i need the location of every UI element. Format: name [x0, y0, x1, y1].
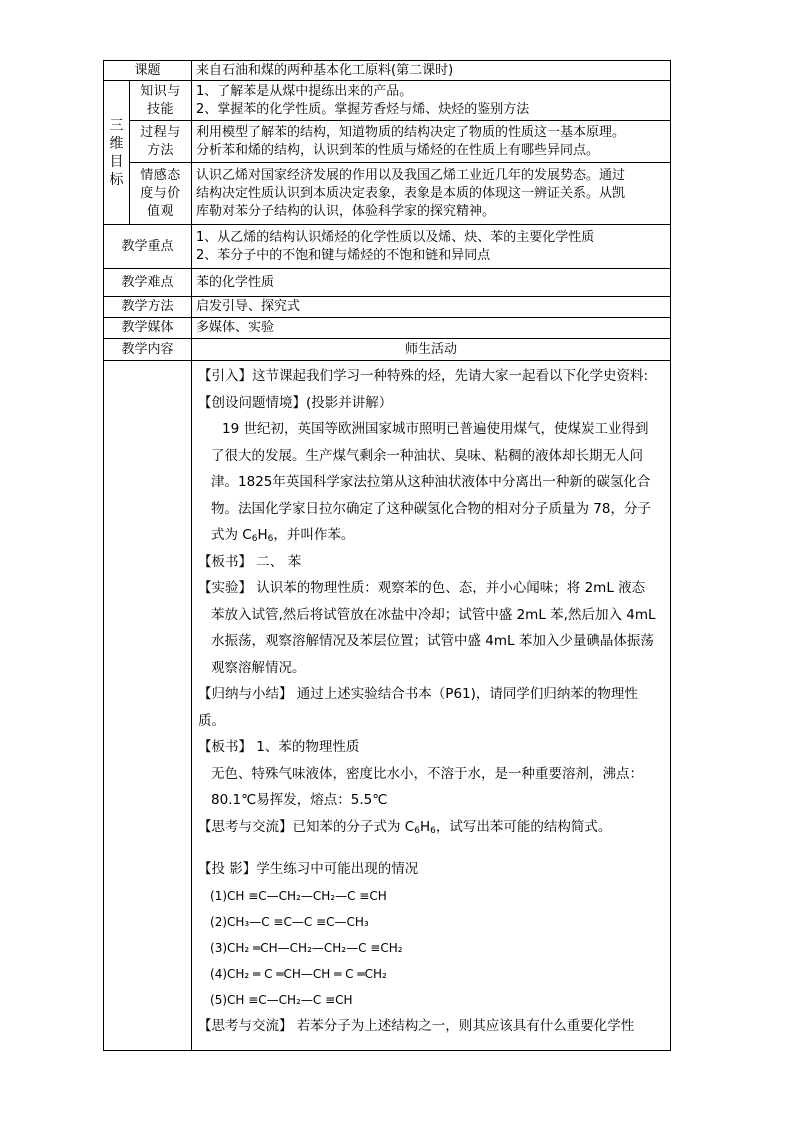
structure-formula: (1)CH ≡C—CH₂—CH₂—C ≡CH	[210, 888, 387, 903]
history-line: 式为 $C_6H_6$，并叫作苯。	[211, 527, 355, 544]
difficulty-label: 教学难点	[104, 269, 192, 297]
topic-label: 课题	[104, 61, 192, 81]
objective-text-knowledge: 1、了解苯是从煤中提练出来的产品。 2、掌握苯的化学性质。掌握芳香烃与烯、炔烃的鉴别方法	[192, 81, 671, 121]
think-exchange-line: 【思考与交流】 若苯分子为上述结构之一，则其应该具有什么重要化学性	[198, 1017, 635, 1034]
projection-heading: 【投 影】学生练习中可能出现的情况	[198, 861, 419, 877]
board-note-physical: 【板书】 1、苯的物理性质	[198, 739, 360, 755]
experiment-line: 水振荡，观察溶解情况及苯层位置；试管中盛 4mL 苯加入少量碘晶体振荡	[211, 633, 654, 649]
teaching-activity-cell	[192, 361, 671, 1051]
difficulty-row	[104, 269, 671, 297]
lesson-plan-table	[103, 60, 671, 1051]
objective-text-emotion: 认识乙烯对国家经济发展的作用以及我国乙烯工业近几年的发展势态。通过 结构决定性质认识到本质决定表象，表象是本质的体现这一辨证关系。从凯 库勒对苯分子结构的认识，体验科学家的探究精神。	[192, 163, 671, 225]
structure-formula: (4)CH₂ ═ C ═CH—CH ═ C ═CH₂	[210, 966, 387, 981]
difficulty-text: 苯的化学性质	[192, 269, 671, 297]
objective-text-process: 利用模型了解苯的结构，知道物质的结构决定了物质的性质这一基本原理。 分析苯和烯的结构，认识到苯的性质与烯烃的在性质上有哪些异同点。	[192, 121, 671, 163]
content-header-text: 师生活动	[192, 339, 671, 361]
summary-line: 质。	[198, 712, 226, 729]
topic-row	[104, 61, 671, 81]
three-dimension-goal-label: 三 维 目 标	[104, 81, 130, 225]
experiment-line: 观察溶解情况。	[211, 659, 306, 676]
teaching-content-row	[104, 361, 671, 1051]
objective-row-emotion	[104, 163, 671, 225]
experiment-line: 苯放入试管,然后将试管放在冰盐中冷却；试管中盛 2mL 苯,然后加入 4mL	[211, 606, 656, 623]
objective-row-process	[104, 121, 671, 163]
structure-formula: (3)CH₂ ═CH—CH₂—CH₂—C ≡CH₂	[210, 940, 403, 955]
objective-label-knowledge: 知识与 技能	[130, 81, 192, 121]
board-note-benzene: 【板书】 二、 苯	[198, 553, 302, 570]
summary-line: 【归纳与小结】 通过上述实验结合书本（P61)，请同学们归纳苯的物理性	[198, 686, 638, 702]
history-line: 津。1825年英国科学家法拉第从这种油状液体中分离出一种新的碳氢化合	[211, 474, 651, 490]
think-exchange-line: 【思考与交流】已知苯的分子式为 $C_6H_6$，试写出苯可能的结构简式。	[198, 818, 612, 836]
physical-properties-line: 80.1℃易挥发，熔点：5.5℃	[211, 792, 388, 808]
key-points-text: 1、从乙烯的结构认识烯烃的化学性质以及烯、炔、苯的主要化学性质 2、苯分子中的不饱和键与烯烃的不饱和链和异同点	[192, 225, 671, 269]
history-line: 19 世纪初，英国等欧洲国家城市照明已普遍使用煤气，使煤炭工业得到	[222, 421, 649, 437]
objective-label-process: 过程与 方法	[130, 121, 192, 163]
history-line: 物。法国化学家日拉尔确定了这种碳氢化合物的相对分子质量为 78，分子	[211, 500, 651, 517]
key-points-row	[104, 225, 671, 269]
structure-formula: (2)CH₃—C ≡C—C ≡C—CH₃	[210, 914, 369, 929]
topic-title: 来自石油和煤的两种基本化工原料(第二课时)	[192, 61, 671, 81]
experiment-line: 【实验】 认识苯的物理性质：观察苯的色、态，并小心闻味；将 2mL 液态	[198, 580, 646, 596]
scenario-heading: 【创设问题情境】(投影并讲解）	[198, 394, 393, 411]
physical-properties-line: 无色、特殊气味液体，密度比水小，不溶于水，是一种重要溶剂，沸点：	[211, 765, 644, 782]
spacer	[198, 840, 666, 856]
media-label: 教学媒体	[104, 318, 192, 339]
teaching-content-left-blank	[104, 361, 192, 1051]
history-line: 了很大的发展。生产煤气剩余一种油状、臭味、粘稠的液体却长期无人问	[211, 447, 644, 464]
intro-text: 【引入】这节课起我们学习一种特殊的烃，先请大家一起看以下化学史资料:	[198, 368, 649, 384]
content-header-row	[104, 339, 671, 361]
method-label: 教学方法	[104, 297, 192, 318]
media-row	[104, 318, 671, 339]
method-text: 启发引导、探究式	[192, 297, 671, 318]
method-row	[104, 297, 671, 318]
media-text: 多媒体、实验	[192, 318, 671, 339]
content-header-label: 教学内容	[104, 339, 192, 361]
key-points-label: 教学重点	[104, 225, 192, 269]
objective-label-emotion: 情感态 度与价 值观	[130, 163, 192, 225]
objective-row-knowledge	[104, 81, 671, 121]
structure-formula: (5)CH ≡C—CH₂—C ≡CH	[210, 992, 353, 1007]
